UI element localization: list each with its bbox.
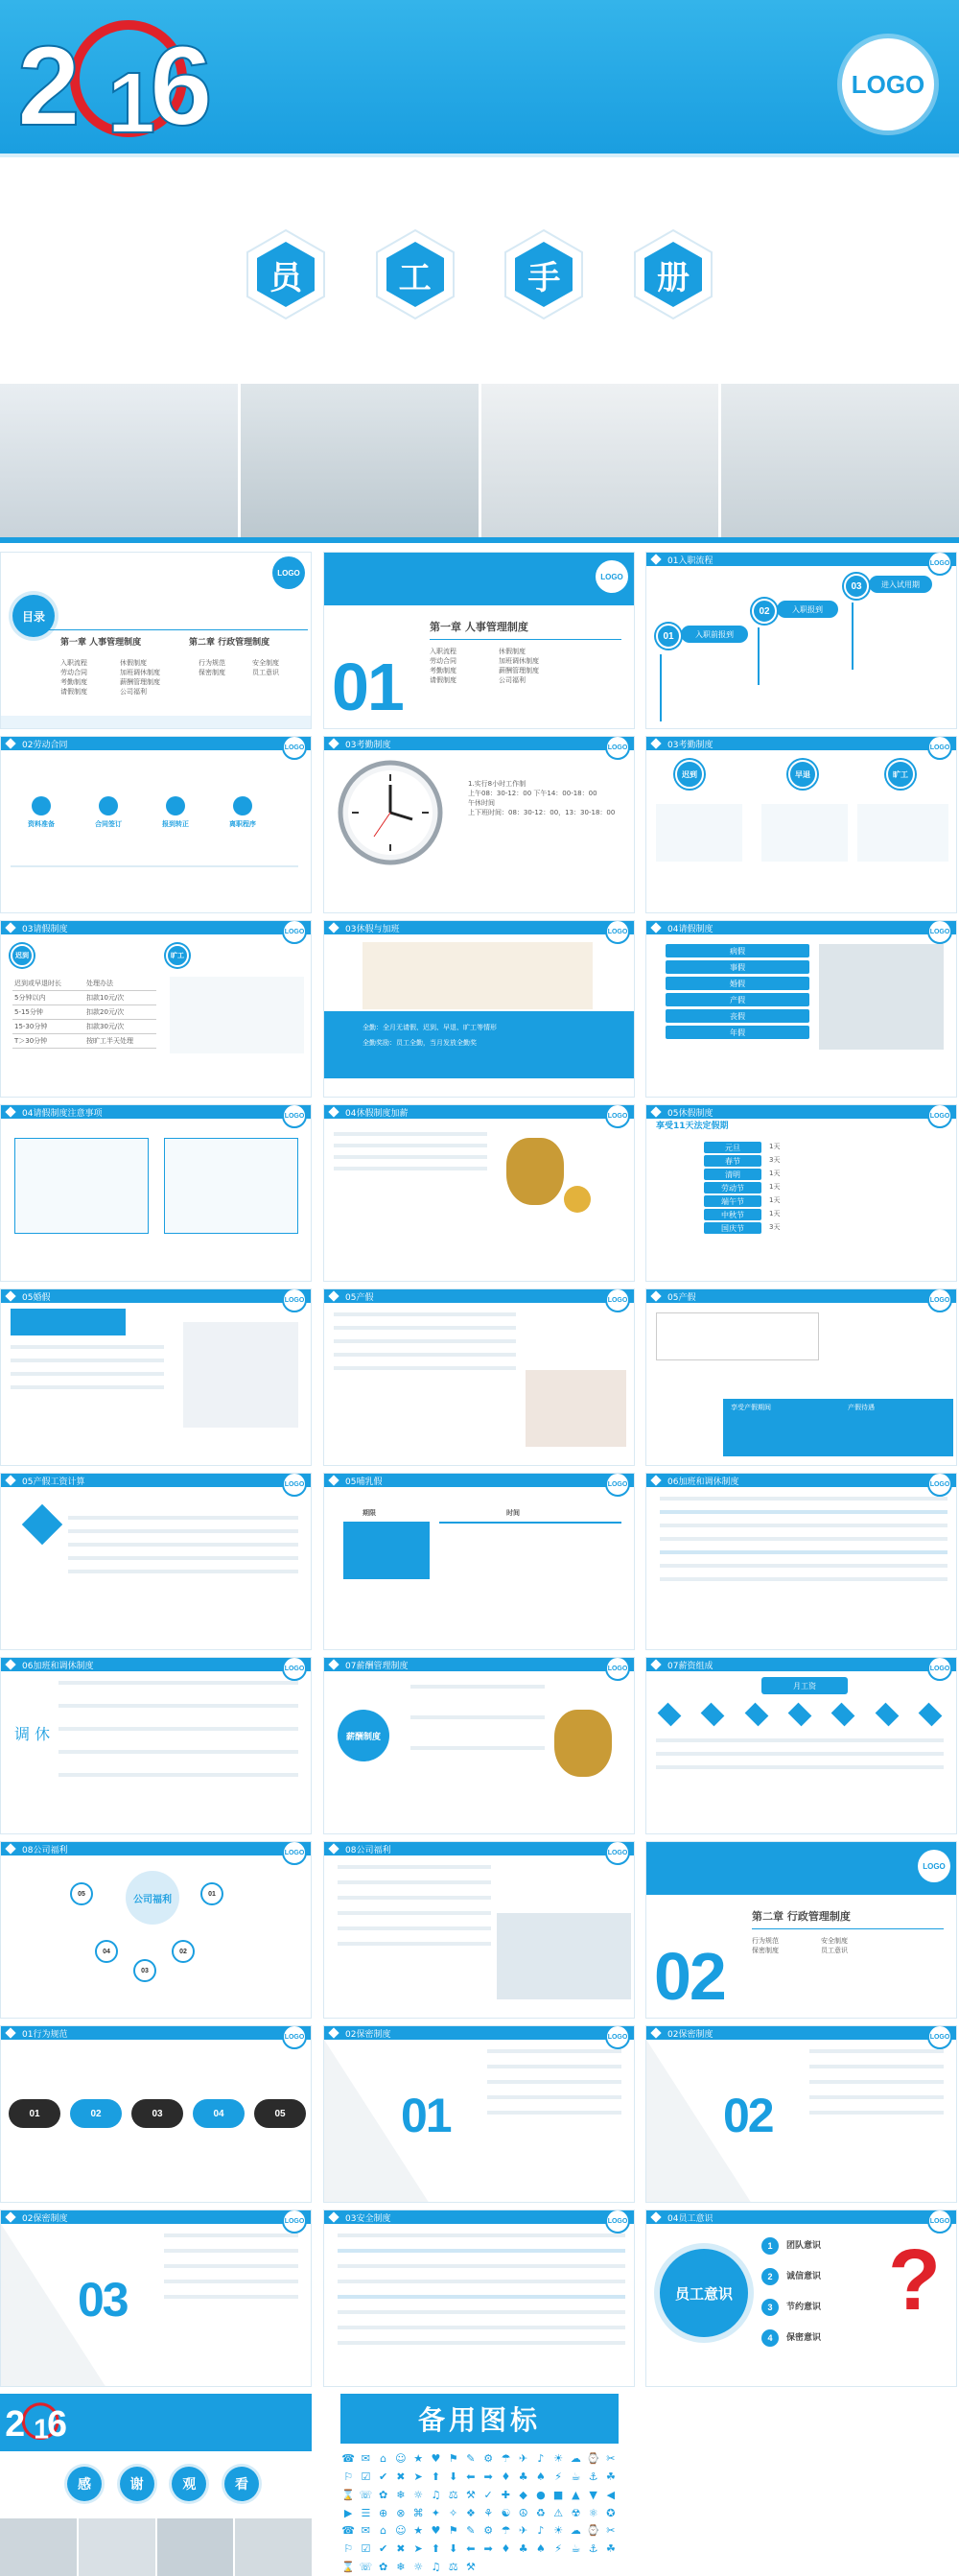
maternity-table: 享受产假期间 产假待遇 (723, 1399, 953, 1456)
step-2-label: 入职报到 (777, 601, 838, 618)
closing-year-logo (4, 2398, 71, 2444)
question-mark-icon: ? (888, 2233, 941, 2328)
title-hex-2 (369, 228, 461, 320)
slide-confidential-1[interactable]: 02保密制度 LOGO 01 (323, 2025, 635, 2203)
comp-leave-title: 06加班和调休制度 (22, 1662, 94, 1671)
title-char-1: 员 (269, 258, 302, 297)
slide-awareness[interactable]: 04员工意识 LOGO 员工意识 1 团队意识 2 诚信意识 3 节约意识 4 保密意识 ? (645, 2210, 957, 2387)
contract-step-1: 资料准备 (18, 796, 64, 829)
holidays-title: 05休假制度 (667, 1109, 713, 1119)
leave-row-2: 事假 (666, 960, 809, 974)
confidential-title-1: 02保密制度 (345, 2030, 391, 2040)
full-attendance-title: 03休假与加班 (345, 925, 400, 934)
conduct-steps: 01 02 03 04 05 (9, 2099, 306, 2128)
slide-chapter-2[interactable] (645, 1841, 957, 2019)
team-photo-3 (481, 384, 719, 537)
leave-row-5: 丧假 (666, 1009, 809, 1023)
money-bag-icon-2 (554, 1710, 612, 1777)
coin-icon (564, 1186, 591, 1213)
nursing-title: 05哺乳假 (345, 1477, 383, 1487)
slide-toc[interactable] (0, 552, 312, 729)
title-char-3: 手 (527, 258, 561, 297)
title-hex-1 (240, 228, 332, 320)
holidays-heading: 享受11天法定假期 (656, 1122, 729, 1131)
slide-welfare-2[interactable]: 08公司福利 LOGO (323, 1841, 635, 2019)
awareness-list: 1 团队意识 2 诚信意识 3 节约意识 4 保密意识 (761, 2237, 886, 2347)
slide-leave-pay[interactable]: 04休假制度加薪 LOGO (323, 1104, 635, 1282)
leave-notes-title: 04请假制度注意事项 (22, 1109, 103, 1119)
leave-row-4: 产假 (666, 993, 809, 1006)
slide-marriage-leave[interactable]: 05婚假 LOGO (0, 1288, 312, 1466)
team-photo-4 (721, 384, 959, 537)
toc-chapter-2: 第二章 行政管理制度 (189, 638, 270, 648)
attendance-title: 03考勤制度 (345, 741, 391, 750)
attendance-text: 1.实行8小时工作制 上午08：30-12：00 下午14：00-18：00 午休时间 上下班时间：08：30-12：00，13：30-18：00 (468, 780, 616, 816)
slide-confidential-3[interactable]: 02保密制度 LOGO 03 (0, 2210, 312, 2387)
onboarding-title: 01入职流程 (667, 556, 713, 566)
confidential-num-2: 02 (723, 2089, 773, 2142)
nursing-col-2: 时间 (506, 1509, 520, 1517)
ch2-list-a: 行为规范 保密制度 (752, 1937, 779, 1954)
spare-icon-grid: ☎ ✉ ⌂ ☺ ★ ♥ ⚑ ✎ ⚙ ☂ ✈ ♪ ☀ ☁ ⌚ ✂ ⚐ ☑ ✔ ✖ ➤ ⬆ ⬇ ⬅ ➡ ♦ ♣ ♠ ⚡ ☕ ⚓ ☘ ⌛ ☏ ✿ ❄ ☼ ♫ ⚖ ⚒ ✓ ✚ ◆ ● ■ ▲ ▼ ◀ ▶ ☰ ⊕ ⊗ ⌘ ✦ ✧ ❖ ⚘ ☯ ☮ ♻ ⚠ ☢ ⚛ ✪ ☎ ✉ ⌂ ☺ ★ ♥ ⚑ ✎ ⚙ ☂ ✈ ♪ ☀ ☁ ⌚ ✂ ⚐ ☑ ✔ ✖ ➤ ⬆ ⬇ ⬅ ➡ ♦ ♣ ♠ ⚡ ☕ ⚓ ☘ ⌛ ☏ ✿ ❄ ☼ ♫ ⚖ ⚒ (341, 2452, 616, 2574)
cover-divider (0, 154, 959, 157)
title-hex-3 (498, 228, 590, 320)
welfare-center: 公司福利 (126, 1871, 179, 1925)
slide-leave-notes[interactable]: 04请假制度注意事项 LOGO (0, 1104, 312, 1282)
welfare-title-2: 08公司福利 (345, 1846, 391, 1855)
step-3-circle: 03 (844, 574, 869, 599)
leave-list-title: 04请假制度 (667, 925, 713, 934)
rules-title: 03考勤制度 (667, 741, 713, 750)
ch2-number: 02 (654, 1939, 725, 2014)
confidential-num-1: 01 (401, 2089, 451, 2142)
closing-hexes: 感 谢 观 看 (67, 2467, 259, 2501)
nursing-col-1: 期限 (363, 1509, 376, 1517)
salary-center: 薪酬制度 (338, 1710, 389, 1761)
leave-pay-title: 04休假制度加薪 (345, 1109, 409, 1119)
slide-overtime-rules[interactable]: 06加班和调休制度 LOGO (645, 1473, 957, 1650)
salary-structure-title: 07薪资组成 (667, 1662, 713, 1671)
absent-circle: 旷工 (166, 944, 189, 967)
late-table-title: 03请假制度 (22, 925, 68, 934)
contract-title: 02劳动合同 (22, 741, 68, 750)
ch1-title: 第一章 人事管理制度 (430, 621, 528, 633)
svg-text:1: 1 (34, 2414, 50, 2444)
slide-salary-structure[interactable]: 07薪资组成 LOGO 月工资 (645, 1657, 957, 1834)
leave-row-3: 婚假 (666, 977, 809, 990)
step-1-circle: 01 (656, 624, 681, 649)
slide-chapter-1[interactable] (323, 552, 635, 729)
welfare-title-1: 08公司福利 (22, 1846, 68, 1855)
contract-step-3: 报到转正 (152, 796, 199, 829)
slide-onboarding[interactable]: 01入职流程 LOGO 01 入职前报到 02 入职报到 03 进入试用期 (645, 552, 957, 729)
ch1-list-b: 休假制度 加班调休制度 薪酬管理制度 公司福利 (499, 648, 539, 684)
slide-conduct[interactable]: 01行为规范 LOGO 01 02 03 04 05 (0, 2025, 312, 2203)
leave-row-6: 年假 (666, 1026, 809, 1039)
late-table: 迟到或早退时长 处理办法 5分钟以内 扣款10元/次 5-15分钟 扣款20元/次 15-30分钟 扣款30元/次 T＞30分钟 按旷工半天处理 (12, 977, 156, 1049)
team-photo-1 (0, 384, 238, 537)
svg-text:6: 6 (150, 23, 213, 144)
handshake-photo (819, 944, 944, 1050)
slide-labor-contract[interactable]: 02劳动合同 LOGO 资料准备 合同签订 报到转正 离职程序 (0, 736, 312, 913)
slide-attendance-rules[interactable]: 03考勤制度 LOGO 迟到 早退 旷工 (645, 736, 957, 913)
salary-components (656, 1704, 944, 1725)
holidays-list: 元旦 1天 春节 3天 清明 1天 劳动节 1天 端午节 1天 中秋节 1天 国庆节 3天 (704, 1142, 934, 1236)
photo-strip (0, 384, 959, 537)
toc-ch2-col1: 行为规范 保密制度 (199, 659, 225, 676)
slide-maternity-leave[interactable]: 05产假 LOGO (323, 1288, 635, 1466)
money-bag-icon (506, 1138, 564, 1205)
conduct-title: 01行为规范 (22, 2030, 68, 2040)
slide-attendance-clock[interactable]: 03考勤制度 LOGO 1.实行8小时工作制 上午08：30-12：00 下午14：00-18：00 午休时间 上下班时间：08：30-12：00，13：30-18：00 (323, 736, 635, 913)
slide-welfare-1[interactable]: 08公司福利 LOGO 公司福利 05 01 04 02 03 (0, 1841, 312, 2019)
slide-maternity-table[interactable]: 05产假 LOGO 享受产假期间 产假待遇 (645, 1288, 957, 1466)
logo-badge: LOGO (842, 38, 934, 130)
ch1-logo: LOGO (596, 560, 628, 593)
desk-illustration (363, 942, 593, 1009)
slide-compensatory-leave[interactable]: 06加班和调休制度 LOGO 调 休 (0, 1657, 312, 1834)
comp-leave-label: 调 休 (14, 1725, 51, 1743)
svg-text:6: 6 (47, 2402, 68, 2444)
monthly-salary-badge: 月工资 (761, 1677, 848, 1694)
team-photo-2 (241, 384, 479, 537)
ch2-list-b: 安全制度 员工意识 (821, 1937, 848, 1954)
year-logo (13, 10, 224, 144)
ch1-list-a: 入职流程 劳动合同 考勤制度 请假制度 (430, 648, 456, 684)
ch2-logo: LOGO (918, 1850, 950, 1882)
title-hexagons (240, 228, 719, 324)
slide-salary-system[interactable]: 07薪酬管理制度 LOGO 薪酬制度 (323, 1657, 635, 1834)
maternity-table-title: 05产假 (667, 1293, 696, 1303)
late-circle: 迟到 (11, 944, 34, 967)
toc-chapter-1: 第一章 人事管理制度 (60, 638, 142, 648)
ch1-number: 01 (332, 650, 403, 724)
title-char-2: 工 (398, 258, 432, 297)
toc-ch1-col1: 入职流程 劳动合同 考勤制度 请假制度 (60, 659, 87, 696)
slide-leave-list[interactable]: 04请假制度 LOGO 病假 事假 婚假 产假 丧假 年假 (645, 920, 957, 1098)
absent-badge: 旷工 (886, 760, 915, 789)
confidential-title-3: 02保密制度 (22, 2214, 68, 2224)
early-leave-badge: 早退 (788, 760, 817, 789)
slide-closing[interactable] (0, 2394, 312, 2576)
slide-maternity-pay[interactable]: 05产假工资计算 LOGO (0, 1473, 312, 1650)
marriage-title: 05婚假 (22, 1293, 51, 1303)
confidential-num-3: 03 (78, 2273, 128, 2327)
slide-nursing-leave[interactable]: 05哺乳假 LOGO 期限 时间 (323, 1473, 635, 1650)
toc-badge: 目录 (12, 595, 55, 637)
step-3-label: 进入试用期 (869, 576, 932, 593)
toc-ch1-col2: 休假制度 加班调休制度 薪酬管理制度 公司福利 (120, 659, 160, 696)
ch2-title: 第二章 行政管理制度 (752, 1910, 851, 1923)
maternity-pay-title: 05产假工资计算 (22, 1477, 85, 1487)
cover-slide (0, 0, 959, 379)
slide-holidays[interactable]: 05休假制度 LOGO 享受11天法定假期 元旦 1天 春节 3天 清明 1天 劳动节 1天 端午节 1天 中秋节 1天 国庆节 3天 (645, 1104, 957, 1282)
leave-row-1: 病假 (666, 944, 809, 957)
safety-title: 03安全制度 (345, 2214, 391, 2224)
title-hex-4 (627, 228, 719, 320)
photo-strip-underline (0, 537, 959, 543)
mother-baby-photo (526, 1370, 626, 1447)
contract-step-2: 合同签订 (85, 796, 131, 829)
confidential-title-2: 02保密制度 (667, 2030, 713, 2040)
svg-text:2: 2 (17, 23, 81, 144)
salary-title: 07薪酬管理制度 (345, 1662, 409, 1671)
spare-icons-title: 备用图标 (340, 2394, 619, 2444)
overtime-title: 06加班和调休制度 (667, 1477, 739, 1487)
svg-text:2: 2 (5, 2402, 26, 2444)
office-photo (497, 1913, 631, 1999)
maternity-title: 05产假 (345, 1293, 374, 1303)
toc-logo: LOGO (272, 556, 305, 589)
bouquet-photo (183, 1322, 298, 1428)
step-2-circle: 02 (752, 599, 777, 624)
clock-icon (338, 760, 443, 865)
slide-full-attendance[interactable]: 03休假与加班 LOGO 全勤：全月无请假、迟到、早退、旷工等情形 全勤奖励：员工全勤，当月发放全勤奖 (323, 920, 635, 1098)
slide-safety[interactable]: 03安全制度 LOGO (323, 2210, 635, 2387)
closing-photo-strip (0, 2518, 312, 2576)
contract-step-4: 离职程序 (220, 796, 266, 829)
full-attendance-points: 全勤：全月无请假、迟到、早退、旷工等情形 全勤奖励：员工全勤，当月发放全勤奖 (363, 1024, 497, 1047)
awareness-title: 04员工意识 (667, 2214, 713, 2224)
late-badge: 迟到 (675, 760, 704, 789)
slide-spare-icons[interactable] (340, 2394, 619, 2576)
svg-text:1: 1 (107, 56, 156, 144)
title-char-4: 册 (656, 258, 690, 297)
slide-late-table[interactable]: 03请假制度 LOGO 迟到 迟到或早退时长 处理办法 5分钟以内 扣款10元/次 5-15分钟 扣款20元/次 15-30分钟 扣款30元/次 T＞30分钟 按旷工半天处理 旷工 (0, 920, 312, 1098)
step-1-label: 入职前报到 (681, 626, 748, 643)
toc-ch2-col2: 安全制度 员工意识 (252, 659, 279, 676)
awareness-center: 员工意识 (660, 2249, 748, 2337)
slide-confidential-2[interactable]: 02保密制度 LOGO 02 (645, 2025, 957, 2203)
